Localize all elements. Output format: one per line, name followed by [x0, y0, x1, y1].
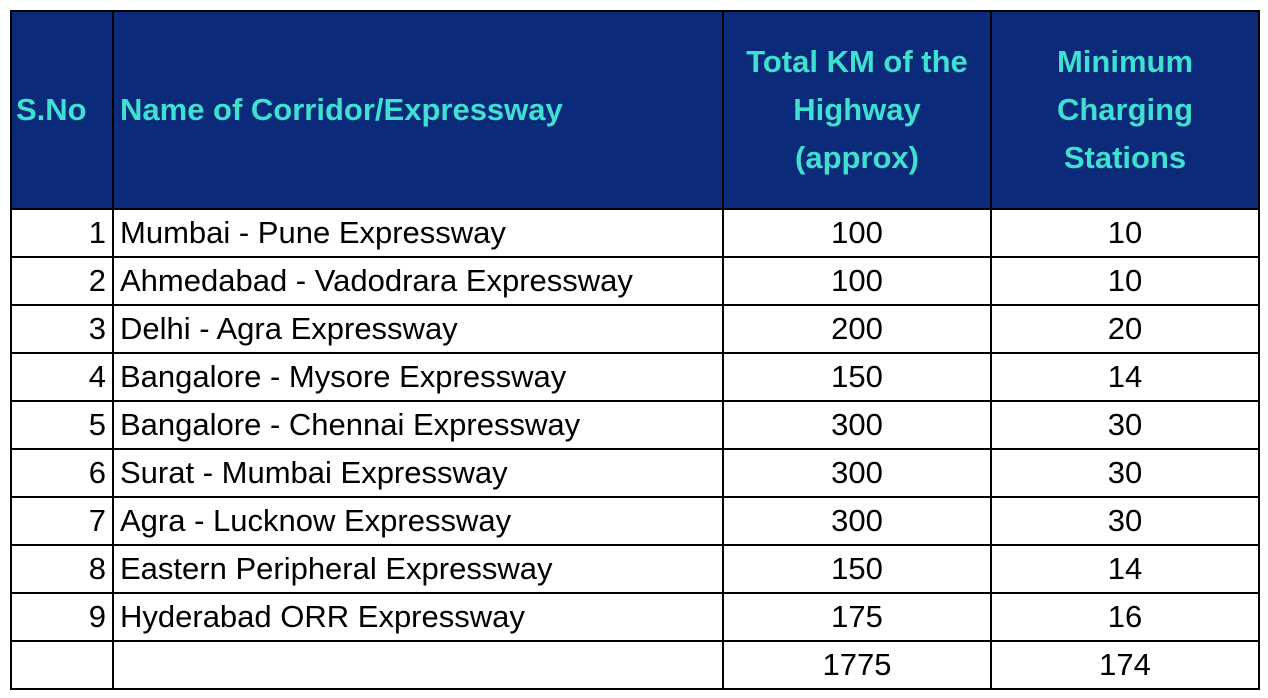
totals-name-cell — [113, 641, 723, 689]
cell-corridor-name: Hyderabad ORR Expressway — [113, 593, 723, 641]
cell-min-charging-stations: 30 — [991, 401, 1259, 449]
cell-sno: 7 — [11, 497, 113, 545]
totals-total-km: 1775 — [723, 641, 991, 689]
cell-sno: 1 — [11, 209, 113, 257]
cell-min-charging-stations: 10 — [991, 257, 1259, 305]
cell-total-km: 200 — [723, 305, 991, 353]
table-row — [11, 497, 1259, 545]
cell-min-charging-stations: 16 — [991, 593, 1259, 641]
table-row — [11, 305, 1259, 353]
table-row — [11, 545, 1259, 593]
cell-sno: 2 — [11, 257, 113, 305]
cell-sno: 9 — [11, 593, 113, 641]
totals-min-charging-stations: 174 — [991, 641, 1259, 689]
header-min-charging-stations: Minimum Charging Stations — [991, 11, 1259, 209]
cell-min-charging-stations: 20 — [991, 305, 1259, 353]
header-corridor-name: Name of Corridor/Expressway — [113, 11, 723, 209]
cell-sno: 4 — [11, 353, 113, 401]
header-total-km: Total KM of the Highway (approx) — [723, 11, 991, 209]
cell-min-charging-stations: 14 — [991, 545, 1259, 593]
cell-sno: 6 — [11, 449, 113, 497]
cell-corridor-name: Ahmedabad - Vadodrara Expressway — [113, 257, 723, 305]
cell-min-charging-stations: 30 — [991, 497, 1259, 545]
cell-min-charging-stations: 14 — [991, 353, 1259, 401]
cell-total-km: 150 — [723, 353, 991, 401]
table-row — [11, 593, 1259, 641]
cell-total-km: 300 — [723, 449, 991, 497]
table-row — [11, 401, 1259, 449]
table-row — [11, 353, 1259, 401]
table-row — [11, 209, 1259, 257]
cell-corridor-name: Delhi - Agra Expressway — [113, 305, 723, 353]
cell-total-km: 175 — [723, 593, 991, 641]
header-row — [11, 11, 1259, 209]
cell-total-km: 100 — [723, 209, 991, 257]
charging-stations-table — [10, 10, 1260, 690]
cell-sno: 8 — [11, 545, 113, 593]
totals-sno-cell — [11, 641, 113, 689]
table-row — [11, 257, 1259, 305]
cell-corridor-name: Surat - Mumbai Expressway — [113, 449, 723, 497]
cell-total-km: 150 — [723, 545, 991, 593]
cell-min-charging-stations: 30 — [991, 449, 1259, 497]
table-row — [11, 449, 1259, 497]
cell-corridor-name: Mumbai - Pune Expressway — [113, 209, 723, 257]
totals-row — [11, 641, 1259, 689]
cell-sno: 3 — [11, 305, 113, 353]
cell-total-km: 300 — [723, 401, 991, 449]
cell-total-km: 300 — [723, 497, 991, 545]
cell-corridor-name: Agra - Lucknow Expressway — [113, 497, 723, 545]
cell-total-km: 100 — [723, 257, 991, 305]
cell-corridor-name: Eastern Peripheral Expressway — [113, 545, 723, 593]
cell-sno: 5 — [11, 401, 113, 449]
header-sno: S.No — [11, 11, 113, 209]
cell-corridor-name: Bangalore - Chennai Expressway — [113, 401, 723, 449]
cell-corridor-name: Bangalore - Mysore Expressway — [113, 353, 723, 401]
cell-min-charging-stations: 10 — [991, 209, 1259, 257]
